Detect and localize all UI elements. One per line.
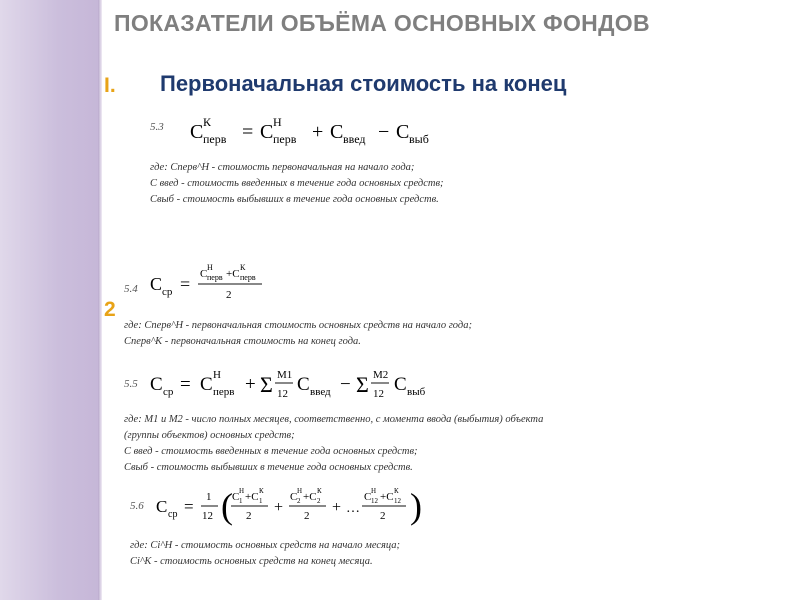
svg-text:Н: Н (213, 369, 221, 381)
svg-text:Σ: Σ (260, 372, 273, 397)
formula-image (156, 482, 446, 536)
svg-text:К: К (394, 487, 399, 495)
svg-text:+: + (312, 121, 324, 143)
svg-text:Н: Н (297, 487, 303, 495)
svg-text:C: C (232, 491, 240, 503)
svg-text:C: C (297, 374, 310, 395)
note-line: Cвыб - стоимость выбывших в течение года основных средств. (150, 194, 439, 205)
svg-text:К: К (259, 487, 264, 495)
note-line: где: Ci^Н - стоимость основных средств на начало месяца; (130, 540, 401, 551)
note-line: C введ - стоимость введенных в течение года основных средств; (124, 446, 418, 457)
svg-text:C: C (396, 121, 410, 143)
svg-text:C: C (200, 374, 213, 395)
svg-text:−: − (378, 121, 390, 143)
svg-text:12: 12 (277, 388, 288, 400)
svg-text:выб: выб (409, 132, 429, 146)
svg-text:Н: Н (239, 487, 245, 495)
formula-number: 5.3 (150, 121, 164, 133)
svg-text:C: C (260, 121, 274, 143)
svg-text:+: + (332, 499, 342, 516)
svg-text:12: 12 (371, 497, 378, 505)
svg-text:2: 2 (246, 510, 252, 522)
svg-text:=: = (180, 274, 191, 294)
slide-title: ПОКАЗАТЕЛИ ОБЪЁМА ОСНОВНЫХ ФОНДОВ (114, 10, 650, 36)
svg-text:C: C (156, 497, 168, 516)
list-number-2: 2 (104, 298, 116, 321)
svg-text:перв: перв (213, 386, 235, 398)
svg-text:C: C (290, 491, 298, 503)
svg-text:Н: Н (207, 263, 213, 272)
note-line: Cвыб - стоимость выбывших в течение года основных средств. (124, 462, 413, 473)
formula-number: 5.5 (124, 378, 138, 390)
svg-text:перв: перв (203, 132, 227, 146)
svg-text:К: К (240, 263, 246, 272)
svg-text:+C: +C (303, 491, 317, 503)
svg-text:=: = (180, 374, 191, 395)
formula-number: 5.4 (124, 283, 138, 295)
svg-text:…: … (346, 501, 360, 516)
note-line: где: M1 и M2 - число полных месяцев, соответственно, с момента ввода (выбытия) объекта (124, 414, 544, 425)
svg-text:+C: +C (245, 491, 259, 503)
svg-text:К: К (317, 487, 322, 495)
svg-text:1: 1 (239, 497, 243, 505)
svg-text:C: C (394, 374, 407, 395)
stripe-edge (98, 0, 102, 600)
svg-text:M1: M1 (277, 369, 293, 381)
svg-text:C: C (364, 491, 372, 503)
svg-text:C: C (200, 268, 208, 280)
svg-text:2: 2 (317, 497, 321, 505)
svg-text:Н: Н (371, 487, 377, 495)
svg-text:перв: перв (207, 273, 223, 282)
svg-text:перв: перв (273, 132, 297, 146)
svg-text:12: 12 (373, 388, 384, 400)
formula-image (190, 112, 490, 154)
svg-text:введ: введ (310, 386, 331, 398)
svg-text:К: К (203, 115, 212, 129)
svg-text:2: 2 (380, 510, 386, 522)
note-line: (группы объектов) основных средств; (124, 430, 295, 441)
svg-text:C: C (150, 274, 163, 294)
svg-text:=: = (184, 497, 194, 516)
svg-text:ср: ср (163, 386, 174, 398)
svg-text:введ: введ (343, 132, 366, 146)
svg-text:12: 12 (394, 497, 401, 505)
formula-notes (124, 318, 472, 350)
svg-text:+C: +C (226, 268, 240, 280)
svg-text:+: + (245, 374, 256, 395)
svg-text:=: = (242, 121, 254, 143)
svg-text:M2: M2 (373, 369, 389, 381)
svg-text:Н: Н (273, 115, 282, 129)
svg-text:C: C (150, 374, 163, 395)
svg-text:+: + (274, 499, 284, 516)
formula-image (150, 262, 290, 312)
svg-text:1: 1 (259, 497, 263, 505)
svg-text:12: 12 (202, 510, 213, 522)
formula-image (150, 362, 450, 412)
svg-text:C: C (330, 121, 344, 143)
svg-text:−: − (340, 374, 351, 395)
note-line: где: Cперв^Н - стоимость первоначальная на начало года; (150, 162, 415, 173)
svg-text:): ) (410, 486, 422, 526)
decorative-side-stripe (0, 0, 98, 600)
note-line: где: Cперв^Н - первоначальная стоимость основных средств на начало года; (124, 320, 472, 331)
svg-text:1: 1 (206, 491, 212, 503)
svg-text:+C: +C (380, 491, 394, 503)
formula-notes (150, 160, 444, 208)
list-number-1: I. (104, 74, 116, 97)
svg-text:2: 2 (297, 497, 301, 505)
svg-text:2: 2 (226, 289, 232, 301)
svg-text:(: ( (221, 486, 233, 526)
note-line: Ci^К - стоимость основных средств на конец месяца. (130, 556, 373, 567)
list-item-heading: Первоначальная стоимость на конец (160, 71, 567, 96)
svg-text:2: 2 (304, 510, 310, 522)
svg-text:перв: перв (240, 273, 256, 282)
note-line: Cперв^К - первоначальная стоимость на конец года. (124, 336, 361, 347)
svg-text:выб: выб (407, 386, 426, 398)
note-line: C введ - стоимость введенных в течение года основных средств; (150, 178, 444, 189)
formula-number: 5.6 (130, 500, 144, 512)
formula-notes (124, 412, 543, 476)
svg-text:Σ: Σ (356, 372, 369, 397)
formula-notes (130, 538, 400, 570)
svg-text:ср: ср (168, 509, 178, 520)
svg-text:C: C (190, 121, 204, 143)
svg-text:ср: ср (162, 286, 173, 298)
